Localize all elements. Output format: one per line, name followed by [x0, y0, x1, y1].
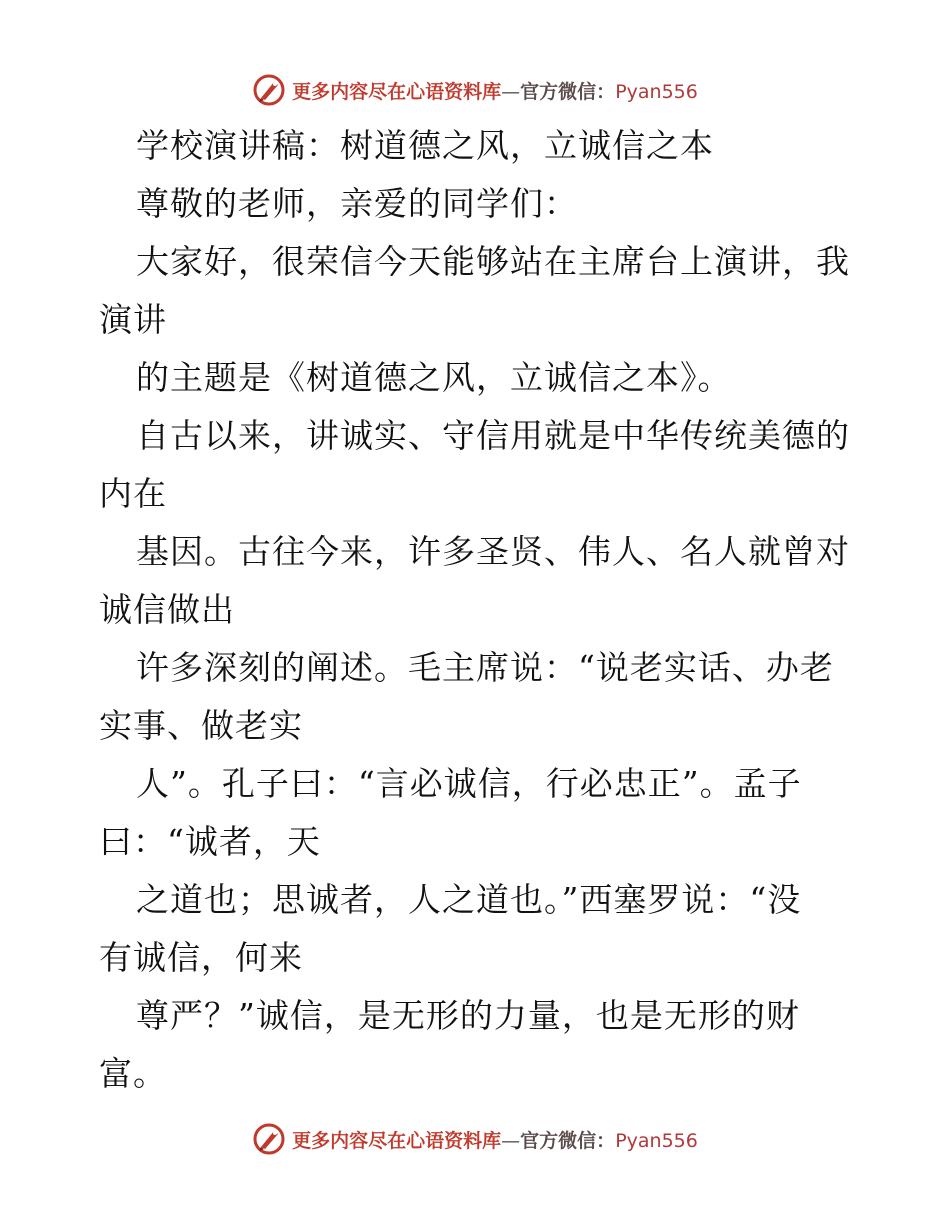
text-line: 演讲 [99, 300, 167, 339]
watermark-text [292, 1126, 698, 1153]
text-line: 大家好，很荣信今天能够站在主席台上演讲，我 [136, 242, 850, 281]
watermark-label: 官方微信： [520, 1129, 616, 1152]
pen-logo-icon [252, 1122, 286, 1156]
text-line: 自古以来，讲诚实、守信用就是中华传统美德的 [136, 416, 850, 455]
text-line: 人”。孔子曰：“言必诚信，行必忠正”。孟子 [136, 764, 802, 803]
text-line: 曰：“诚者，天 [99, 822, 321, 861]
text-line: 尊严？”诚信，是无形的力量，也是无形的财 [136, 996, 800, 1035]
text-line: 富。 [99, 1054, 167, 1093]
text-line: 诚信做出 [99, 590, 235, 629]
text-line: 尊敬的老师，亲爱的同学们： [136, 184, 578, 223]
watermark-id: Pyan556 [615, 1129, 698, 1152]
watermark-label: 官方微信： [520, 80, 616, 103]
text-line: 的主题是《树道德之风，立诚信之本》。 [136, 358, 732, 397]
watermark-main: 更多内容尽在心语资料库 [292, 1129, 502, 1152]
watermark-dash: — [501, 1129, 521, 1152]
text-line: 内在 [99, 474, 167, 513]
text-line: 学校演讲稿：树道德之风，立诚信之本 [136, 126, 714, 165]
watermark-id: Pyan556 [615, 80, 698, 103]
text-line: 实事、做老实 [99, 706, 303, 745]
watermark-text [292, 77, 698, 104]
document-body [99, 117, 859, 1103]
footer-watermark [0, 1119, 950, 1159]
pen-logo-icon [252, 73, 286, 107]
header-watermark [0, 70, 950, 110]
text-line: 许多深刻的阐述。毛主席说：“说老实话、办老 [136, 648, 834, 687]
watermark-dash: — [501, 80, 521, 103]
text-line: 基因。古往今来，许多圣贤、伟人、名人就曾对 [136, 532, 850, 571]
watermark-main: 更多内容尽在心语资料库 [292, 80, 502, 103]
text-line: 有诚信，何来 [99, 938, 303, 977]
text-line: 之道也；思诚者，人之道也。”西塞罗说：“没 [136, 880, 802, 919]
